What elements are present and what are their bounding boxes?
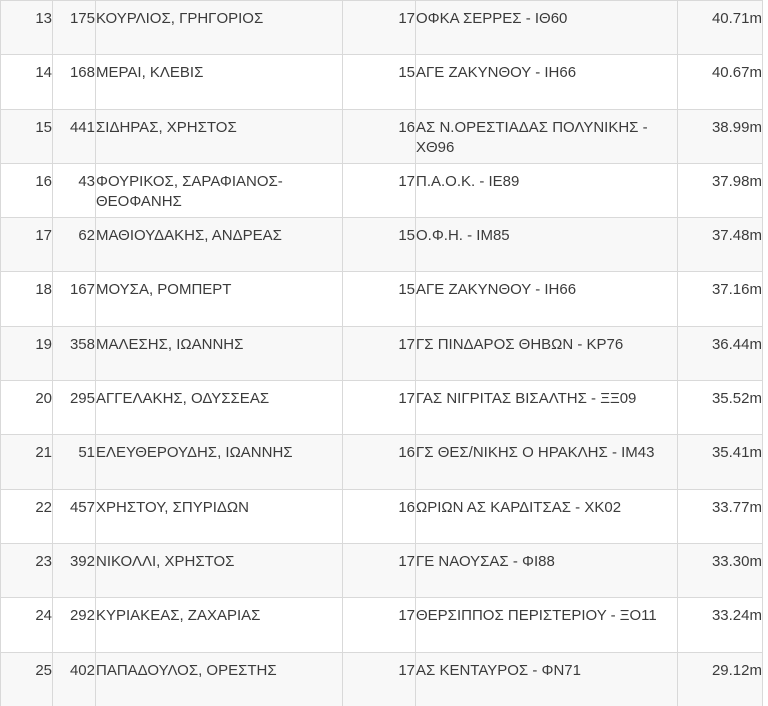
rank-cell: 22	[1, 489, 53, 543]
age-cell: 15	[343, 55, 416, 109]
result-cell: 37.16m	[678, 272, 763, 326]
age-cell: 16	[343, 435, 416, 489]
table-row	[1, 326, 763, 380]
bib-number-cell: 168	[53, 55, 96, 109]
rank-cell: 24	[1, 598, 53, 652]
athlete-name-cell: ΣΙΔΗΡΑΣ, ΧΡΗΣΤΟΣ	[96, 109, 343, 163]
result-cell: 36.44m	[678, 326, 763, 380]
bib-number-cell: 392	[53, 543, 96, 597]
results-table-body	[1, 1, 763, 706]
rank-cell: 17	[1, 218, 53, 272]
club-cell: ΩΡΙΩΝ ΑΣ ΚΑΡΔΙΤΣΑΣ - ΧΚ02	[416, 489, 678, 543]
club-cell: ΓΣ ΠΙΝΔΑΡΟΣ ΘΗΒΩΝ - ΚΡ76	[416, 326, 678, 380]
club-cell: ΟΦΚΑ ΣΕΡΡΕΣ - ΙΘ60	[416, 1, 678, 55]
table-row	[1, 381, 763, 435]
table-row	[1, 652, 763, 706]
rank-cell: 21	[1, 435, 53, 489]
age-cell: 17	[343, 543, 416, 597]
result-cell: 33.30m	[678, 543, 763, 597]
rank-cell: 13	[1, 1, 53, 55]
athlete-name-cell: ΠΑΠΑΔΟΥΛΟΣ, ΟΡΕΣΤΗΣ	[96, 652, 343, 706]
table-row	[1, 1, 763, 55]
rank-cell: 15	[1, 109, 53, 163]
athlete-name-cell: ΦΟΥΡΙΚΟΣ, ΣΑΡΑΦΙΑΝΟΣ-ΘΕΟΦΑΝΗΣ	[96, 163, 343, 217]
table-row	[1, 218, 763, 272]
table-row	[1, 598, 763, 652]
club-cell: ΑΓΕ ΖΑΚΥΝΘΟΥ - ΙΗ66	[416, 55, 678, 109]
rank-cell: 20	[1, 381, 53, 435]
bib-number-cell: 43	[53, 163, 96, 217]
rank-cell: 25	[1, 652, 53, 706]
result-cell: 38.99m	[678, 109, 763, 163]
result-cell: 40.67m	[678, 55, 763, 109]
age-cell: 17	[343, 598, 416, 652]
rank-cell: 23	[1, 543, 53, 597]
club-cell: ΑΣ ΚΕΝΤΑΥΡΟΣ - ΦΝ71	[416, 652, 678, 706]
age-cell: 17	[343, 381, 416, 435]
age-cell: 16	[343, 489, 416, 543]
result-cell: 35.52m	[678, 381, 763, 435]
club-cell: ΑΣ Ν.ΟΡΕΣΤΙΑΔΑΣ ΠΟΛΥΝΙΚΗΣ - ΧΘ96	[416, 109, 678, 163]
bib-number-cell: 167	[53, 272, 96, 326]
age-cell: 15	[343, 272, 416, 326]
table-row	[1, 55, 763, 109]
bib-number-cell: 295	[53, 381, 96, 435]
club-cell: ΑΓΕ ΖΑΚΥΝΘΟΥ - ΙΗ66	[416, 272, 678, 326]
bib-number-cell: 441	[53, 109, 96, 163]
athlete-name-cell: ΑΓΓΕΛΑΚΗΣ, ΟΔΥΣΣΕΑΣ	[96, 381, 343, 435]
table-row	[1, 109, 763, 163]
bib-number-cell: 292	[53, 598, 96, 652]
result-cell: 37.48m	[678, 218, 763, 272]
bib-number-cell: 62	[53, 218, 96, 272]
result-cell: 40.71m	[678, 1, 763, 55]
bib-number-cell: 457	[53, 489, 96, 543]
rank-cell: 14	[1, 55, 53, 109]
club-cell: ΓΑΣ ΝΙΓΡΙΤΑΣ ΒΙΣΑΛΤΗΣ - ΞΞ09	[416, 381, 678, 435]
rank-cell: 18	[1, 272, 53, 326]
club-cell: Ο.Φ.Η. - ΙΜ85	[416, 218, 678, 272]
result-cell: 29.12m	[678, 652, 763, 706]
rank-cell: 16	[1, 163, 53, 217]
athlete-name-cell: ΧΡΗΣΤΟΥ, ΣΠΥΡΙΔΩΝ	[96, 489, 343, 543]
age-cell: 16	[343, 109, 416, 163]
bib-number-cell: 358	[53, 326, 96, 380]
bib-number-cell: 175	[53, 1, 96, 55]
age-cell: 17	[343, 326, 416, 380]
age-cell: 15	[343, 218, 416, 272]
club-cell: ΘΕΡΣΙΠΠΟΣ ΠΕΡΙΣΤΕΡΙΟΥ - ΞΟ11	[416, 598, 678, 652]
athlete-name-cell: ΜΑΛΕΣΗΣ, ΙΩΑΝΝΗΣ	[96, 326, 343, 380]
club-cell: Π.Α.Ο.Κ. - ΙΕ89	[416, 163, 678, 217]
result-cell: 33.77m	[678, 489, 763, 543]
age-cell: 17	[343, 1, 416, 55]
result-cell: 33.24m	[678, 598, 763, 652]
bib-number-cell: 402	[53, 652, 96, 706]
table-row	[1, 435, 763, 489]
athlete-name-cell: ΜΟΥΣΑ, ΡΟΜΠΕΡΤ	[96, 272, 343, 326]
athlete-name-cell: ΜΑΘΙΟΥΔΑΚΗΣ, ΑΝΔΡΕΑΣ	[96, 218, 343, 272]
table-row	[1, 272, 763, 326]
athlete-name-cell: ΚΟΥΡΛΙΟΣ, ΓΡΗΓΟΡΙΟΣ	[96, 1, 343, 55]
age-cell: 17	[343, 652, 416, 706]
athlete-name-cell: ΝΙΚΟΛΛΙ, ΧΡΗΣΤΟΣ	[96, 543, 343, 597]
age-cell: 17	[343, 163, 416, 217]
club-cell: ΓΣ ΘΕΣ/ΝΙΚΗΣ Ο ΗΡΑΚΛΗΣ - ΙΜ43	[416, 435, 678, 489]
bib-number-cell: 51	[53, 435, 96, 489]
result-cell: 35.41m	[678, 435, 763, 489]
table-row	[1, 163, 763, 217]
athlete-name-cell: ΜΕΡΑΙ, ΚΛΕΒΙΣ	[96, 55, 343, 109]
table-row	[1, 543, 763, 597]
club-cell: ΓΕ ΝΑΟΥΣΑΣ - ΦΙ88	[416, 543, 678, 597]
rank-cell: 19	[1, 326, 53, 380]
athlete-name-cell: ΕΛΕΥΘΕΡΟΥΔΗΣ, ΙΩΑΝΝΗΣ	[96, 435, 343, 489]
table-row	[1, 489, 763, 543]
result-cell: 37.98m	[678, 163, 763, 217]
athlete-name-cell: ΚΥΡΙΑΚΕΑΣ, ΖΑΧΑΡΙΑΣ	[96, 598, 343, 652]
